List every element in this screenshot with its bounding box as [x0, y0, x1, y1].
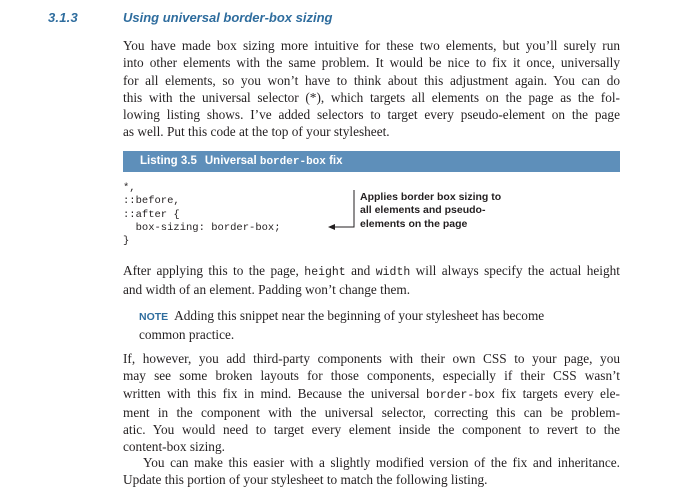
- listing-title-prefix: Universal: [204, 155, 260, 167]
- text-line: Update this portion of your stylesheet to match the following listing.: [123, 472, 488, 488]
- text-line: atic. You would need to target every element inside the component to revert to the: [123, 422, 620, 438]
- text-line: and width of an element. Padding won’t change them.: [123, 282, 411, 298]
- text-line: written with this fix in mind. Because the universal border-box fix targets every ele-: [123, 385, 620, 402]
- text-line: After applying this to the page, height and width will always specify the actual height: [123, 263, 620, 279]
- text-line: content-box sizing.: [123, 439, 225, 455]
- annotation-callout-arrow: [318, 186, 358, 236]
- paragraph-intro: [123, 37, 620, 141]
- text-line: You can make this easier with a slightly modified version of the fix and inheritance.: [143, 455, 620, 470]
- section-number: 3.1.3: [48, 10, 78, 25]
- note-line: NOTE Adding this snippet near the beginning of your stylesheet has become: [139, 308, 545, 323]
- text-line: You have made box sizing more intuitive for these two elements, but you’ll surely run: [123, 38, 620, 53]
- paragraph-update: [123, 454, 620, 489]
- text-line: this with the universal selector (*), which targets all elements on the page as the fol-: [123, 89, 620, 105]
- note: [139, 307, 609, 344]
- annotation: [360, 191, 510, 231]
- annotation-line: elements on the page: [360, 217, 468, 230]
- text-line: for all elements, so you won’t have to think about this adjustment again. You can do: [123, 72, 620, 88]
- text-line: as well. Put this code at the top of your stylesheet.: [123, 124, 390, 140]
- annotation-line: all elements and pseudo-: [360, 204, 486, 217]
- text-line: may see some broken layouts for those components, especially if their CSS wasn’t: [123, 368, 620, 384]
- listing-title-suffix: fix: [325, 155, 343, 167]
- code-listing: *, ::before, ::after { box-sizing: border-box; }: [123, 182, 281, 248]
- text-line: lowing listing shows. I’ve added selectors to target every pseudo-element on the page: [123, 107, 620, 123]
- note-line: common practice.: [139, 327, 235, 343]
- text-line: If, however, you add third-party components with their own CSS to your page, you: [123, 351, 620, 366]
- listing-header: [123, 151, 620, 172]
- text-line: into other elements with the same problem. It would be nice to fix it once, universally: [123, 55, 620, 71]
- text-line: ment in the component with the universal selector, correcting this can be problem-: [123, 404, 620, 420]
- annotation-line: Applies border box sizing to: [360, 191, 502, 203]
- paragraph-third-party: [123, 350, 620, 456]
- paragraph-after-listing: [123, 262, 620, 299]
- section-title: Using universal border-box sizing: [123, 10, 333, 25]
- note-label: NOTE: [139, 311, 169, 323]
- listing-title-code: border-box: [259, 156, 326, 168]
- listing-number: Listing 3.5: [140, 155, 197, 167]
